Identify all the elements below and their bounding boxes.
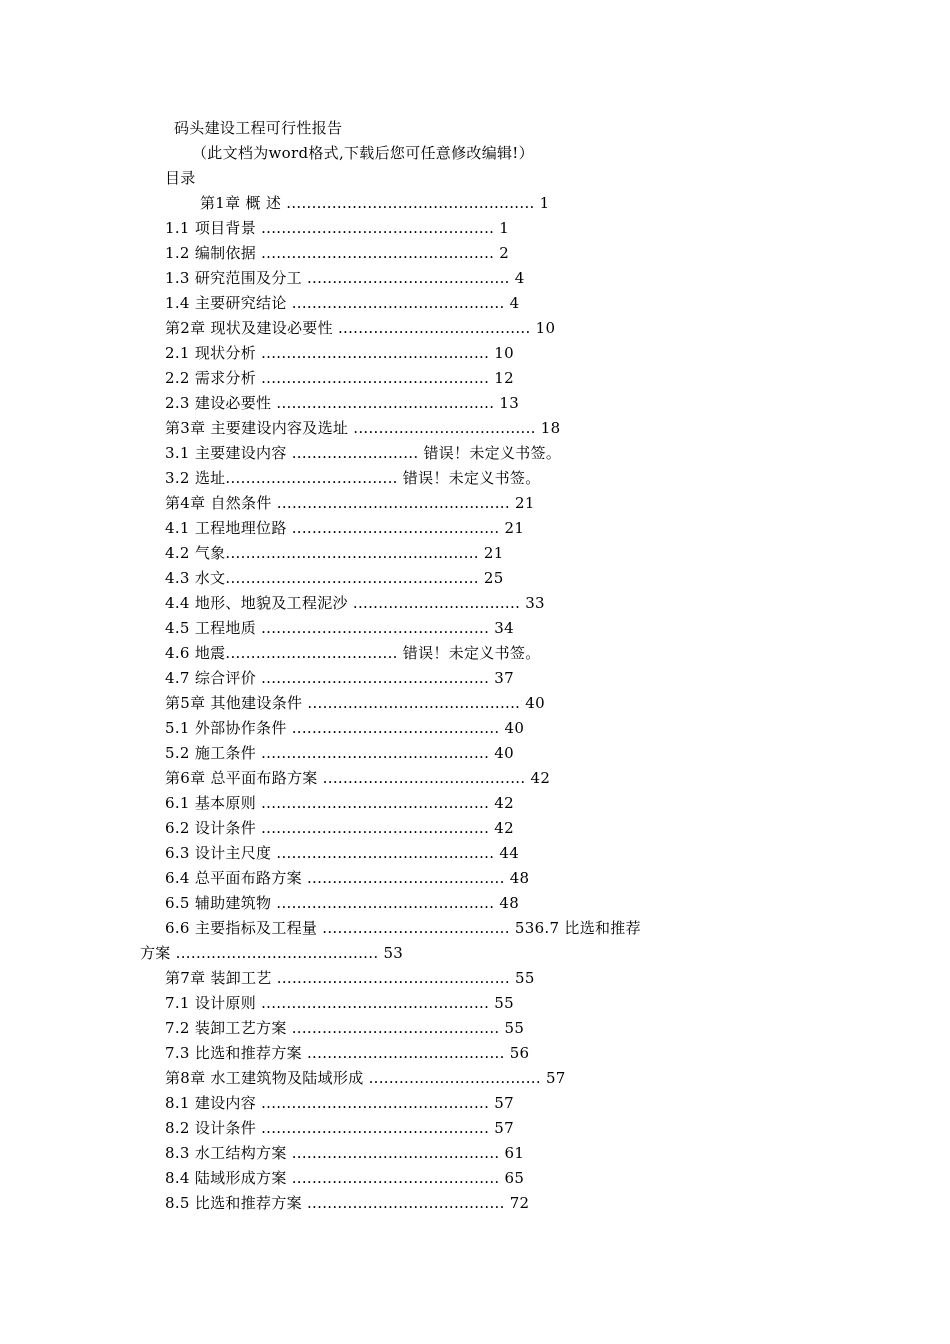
toc-entry[interactable]: 第7章 装卸工艺 .............................................. 55: [165, 969, 535, 987]
toc-entry[interactable]: 4.4 地形、地貌及工程泥沙 ................................. 33: [165, 594, 545, 612]
toc-entry[interactable]: 第5章 其他建设条件 .......................................... 40: [165, 694, 545, 712]
document-title: 码头建设工程可行性报告: [174, 119, 343, 137]
toc-entry[interactable]: 6.2 设计条件 ............................................. 42: [165, 819, 514, 837]
toc-entry[interactable]: 4.5 工程地质 ............................................. 34: [165, 619, 514, 637]
document-note: （此文档为word格式,下载后您可任意修改编辑!）: [192, 144, 534, 162]
toc-entry[interactable]: 8.4 陆域形成方案 ......................................... 65: [165, 1169, 525, 1187]
toc-entry[interactable]: 7.2 装卸工艺方案 ......................................... 55: [165, 1019, 525, 1037]
toc-entry[interactable]: 8.3 水工结构方案 ......................................... 61: [165, 1144, 525, 1162]
toc-entry[interactable]: 7.1 设计原则 ............................................. 55: [165, 994, 514, 1012]
toc-entry[interactable]: 2.3 建设必要性 ........................................... 13: [165, 394, 520, 412]
toc-entry[interactable]: 第1章 概 述 ................................................. 1: [200, 194, 550, 212]
toc-entry[interactable]: 4.3 水文.................................................. 25: [165, 569, 504, 587]
toc-entry[interactable]: 6.3 设计主尺度 ........................................... 44: [165, 844, 520, 862]
toc-entry[interactable]: 1.2 编制依据 .............................................. 2: [165, 244, 510, 262]
toc-entry[interactable]: 6.4 总平面布路方案 ....................................... 48: [165, 869, 530, 887]
toc-entry[interactable]: 6.1 基本原则 ............................................. 42: [165, 794, 514, 812]
toc-entry[interactable]: 5.2 施工条件 ............................................. 40: [165, 744, 514, 762]
toc-entry[interactable]: 5.1 外部协作条件 ......................................... 40: [165, 719, 525, 737]
toc-entry[interactable]: 4.7 综合评价 ............................................. 37: [165, 669, 514, 687]
toc-heading: 目录: [165, 169, 196, 187]
toc-entry[interactable]: 4.2 气象.................................................. 21: [165, 544, 504, 562]
toc-entry[interactable]: 4.1 工程地理位路 ......................................... 21: [165, 519, 525, 537]
toc-entry[interactable]: 1.4 主要研究结论 .......................................... 4: [165, 294, 520, 312]
toc-entry[interactable]: 第4章 自然条件 .............................................. 21: [165, 494, 535, 512]
toc-entry[interactable]: 第2章 现状及建设必要性 ...................................... 10: [165, 319, 556, 337]
toc-entry[interactable]: 1.3 研究范围及分工 ........................................ 4: [165, 269, 525, 287]
toc-entry[interactable]: 1.1 项目背景 .............................................. 1: [165, 219, 510, 237]
toc-entry[interactable]: 8.2 设计条件 ............................................. 57: [165, 1119, 514, 1137]
toc-entry[interactable]: 8.5 比选和推荐方案 ....................................... 72: [165, 1194, 530, 1212]
toc-entry[interactable]: 8.1 建设内容 ............................................. 57: [165, 1094, 514, 1112]
toc-entry[interactable]: 4.6 地震.................................. 错误！未定义书签。: [165, 644, 541, 662]
toc-entry[interactable]: 3.1 主要建设内容 ......................... 错误！未定义书签。: [165, 444, 562, 462]
toc-entry[interactable]: 第6章 总平面布路方案 ........................................ 42: [165, 769, 551, 787]
toc-entry[interactable]: 2.2 需求分析 ............................................. 12: [165, 369, 514, 387]
toc-entry[interactable]: 第3章 主要建设内容及选址 .................................... 18: [165, 419, 561, 437]
toc-entry[interactable]: 7.3 比选和推荐方案 ....................................... 56: [165, 1044, 530, 1062]
toc-entry[interactable]: 第8章 水工建筑物及陆域形成 .................................. 57: [165, 1069, 566, 1087]
toc-entry[interactable]: 3.2 选址.................................. 错误！未定义书签。: [165, 469, 541, 487]
toc-entry[interactable]: 6.6 主要指标及工程量 ..................................... 536.7 比选和推荐: [165, 919, 641, 937]
toc-entry-continuation[interactable]: 方案 ........................................ 53: [140, 944, 404, 962]
toc-entry[interactable]: 2.1 现状分析 ............................................. 10: [165, 344, 514, 362]
toc-entry[interactable]: 6.5 辅助建筑物 ........................................... 48: [165, 894, 520, 912]
